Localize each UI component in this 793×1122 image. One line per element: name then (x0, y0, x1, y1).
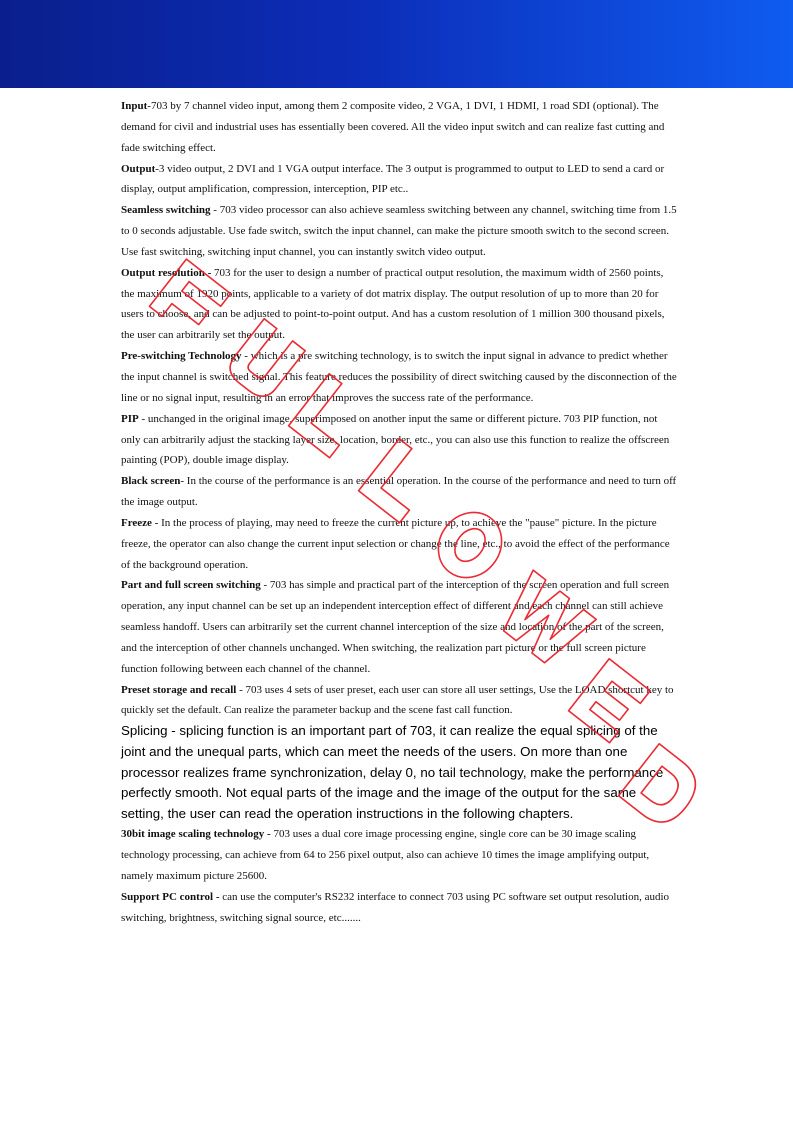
section-black-screen: Black screen- In the course of the performance is an essential operation. In the course of the performance and need to turn off the image output. (121, 475, 677, 509)
section-text: 3 video output, 2 DVI and 1 VGA output interface. The 3 output is programmed to output to LED to send a card or display, output amplification, compression, interception, PIP etc.. (121, 162, 665, 196)
section-title: 30bit image scaling technology - (121, 828, 271, 841)
section-text: 703 uses 4 sets of user preset, each user can store all user settings, Use the LOAD shortcut key to quickly set the default. Can realize the parameter backup and the scene fast call function. (121, 683, 674, 717)
section-title: Output resolution - (121, 266, 212, 279)
section-title: Seamless switching (121, 204, 211, 217)
section-text: In the course of the performance is an essential operation. In the course of the performance and need to turn off the image output. (121, 475, 677, 509)
section-text: which is a pre switching technology, is to switch the input signal in advance to predict whether the input channel is switched signal. This feature reduces the possibility of direct switching caused by the disconnection of the line or no signal input, resulting in an error that improves the success rate of the performance. (121, 350, 677, 404)
section-title: Pre-switching Technology (121, 350, 242, 363)
section-text: unchanged in the original image, superimposed on another input the same or different picture. 703 PIP function, not only can arbitrarily adjust the stacking layer size, location, border, etc., you can also use this function to realize the offscreen painting (POP), double image display. (121, 412, 670, 467)
section-title: Part and full screen switching (121, 579, 261, 592)
section-input: Input-703 by 7 channel video input, among them 2 composite video, 2 VGA, 1 DVI, 1 HDMI, 1 road SDI (optional). The demand for civil and industrial uses has essentially been covered. All the video input switch and can realize fast cutting and fade switching effect. (121, 100, 665, 154)
section-freeze: Freeze - In the process of playing, may need to freeze the current picture up, to achieve the "pause" picture. In the picture freeze, the operator can also change the current input selection or change the line, etc., to avoid the effect of the performance of the background operation. (121, 516, 670, 571)
section-title: Input (121, 100, 148, 112)
section-pre-switching: Pre-switching Technology - which is a pre switching technology, is to switch the input signal in advance to predict whether the input channel is switched signal. This feature reduces the possibility of direct switching caused by the disconnection of the line or no signal input, resulting in an error that improves the success rate of the performance. (121, 350, 677, 404)
section-splicing: Splicing - splicing function is an important part of 703, it can realize the equal splicing of the joint and the unequal parts, which can meet the needs of the users. On more than one processor realizes frame synchronization, delay 0, no tail technology, make the performance perfectly smooth. Not equal parts of the image and the image of the output for the same setting, the user can read the operation instructions in the following chapters. (121, 723, 664, 821)
section-text: 703 for the user to design a number of practical output resolution, the maximum width of 2560 points, the maximum of 1920 points, applicable to a variety of dot matrix display. The output resolution of up to more than 20 for users to choose, and can be adjusted to point-to-point output. And has a custom resolution of 1 million 300 thousand pixels, the user can arbitrarily set the output. (121, 266, 665, 342)
document-body (121, 96, 677, 929)
section-pc-control (121, 887, 677, 929)
section-title: Support PC control - (121, 890, 220, 903)
section-title: PIP (121, 412, 139, 425)
section-text: 703 video processor can also achieve seamless switching between any channel, switching time from 1.5 to 0 seconds adjustable. Use fade switch, switch the input channel, can make the picture smooth switch to the second screen. Use fast switching, switching input channel, you can instantly switch video output. (121, 204, 677, 258)
section-preset-storage: Preset storage and recall - 703 uses 4 sets of user preset, each user can store all user settings, Use the LOAD shortcut key to quickly set the default. Can realize the parameter backup and the scene fast call function. (121, 683, 674, 717)
section-title: Preset storage and recall (121, 683, 237, 696)
section-part-full-screen: Part and full screen switching - 703 has simple and practical part of the interception of the screen operation and full screen operation, any input channel can be set up an independent interception effect of different and each channel can still achieve seamless handoff. Users can arbitrarily set the current channel interception of the size and location of the part of the screen, and the interception of other channels unchanged. When switching, the realization part picture or the full screen picture function following between each channel of the channel. (121, 579, 670, 675)
section-output: Output-3 video output, 2 DVI and 1 VGA output interface. The 3 output is programmed to output to LED to send a card or display, output amplification, compression, interception, PIP etc.. (121, 162, 665, 196)
section-seamless-switching: Seamless switching - 703 video processor can also achieve seamless switching between any channel, switching time from 1.5 to 0 seconds adjustable. Use fade switch, switch the input channel, can make the picture smooth switch to the second screen. Use fast switching, switching input channel, you can instantly switch video output. (121, 204, 677, 258)
section-title: Black screen (121, 475, 181, 488)
section-30bit-scaling (121, 824, 677, 887)
section-output-resolution (121, 263, 677, 346)
section-text: 703 by 7 channel video input, among them 2 composite video, 2 VGA, 1 DVI, 1 HDMI, 1 road SDI (optional). The demand for civil and industrial uses has essentially been covered. All the video input switch and can realize fast cutting and fade switching effect. (121, 100, 665, 154)
section-text: 703 uses a dual core image processing engine, single core can be 30 image scaling technology processing, can achieve from 64 to 256 pixel output, also can achieve 10 times the image amplifying output, namely maximum picture 25600. (121, 828, 650, 882)
section-title: Freeze (121, 516, 152, 529)
header-band (0, 0, 793, 88)
section-text: In the process of playing, may need to freeze the current picture up, to achieve the "pause" picture. In the picture freeze, the operator can also change the current input selection or change the line, etc., to avoid the effect of the performance of the background operation. (121, 516, 670, 571)
section-text: 703 has simple and practical part of the interception of the screen operation and full screen operation, any input channel can be set up an independent interception effect of different and each channel can still achieve seamless handoff. Users can arbitrarily set the current channel interception of the size and location of the part of the screen, and the interception of other channels unchanged. When switching, the realization part picture or the full screen picture function following between each channel of the channel. (121, 579, 670, 675)
section-pip: PIP - unchanged in the original image, superimposed on another input the same or different picture. 703 PIP function, not only can arbitrarily adjust the stacking layer size, location, border, etc., you can also use this function to realize the offscreen painting (POP), double image display. (121, 412, 670, 467)
section-text: can use the computer's RS232 interface to connect 703 using PC software set output resolution, audio switching, brightness, switching signal source, etc....... (121, 890, 670, 924)
section-title: Output (121, 162, 156, 175)
